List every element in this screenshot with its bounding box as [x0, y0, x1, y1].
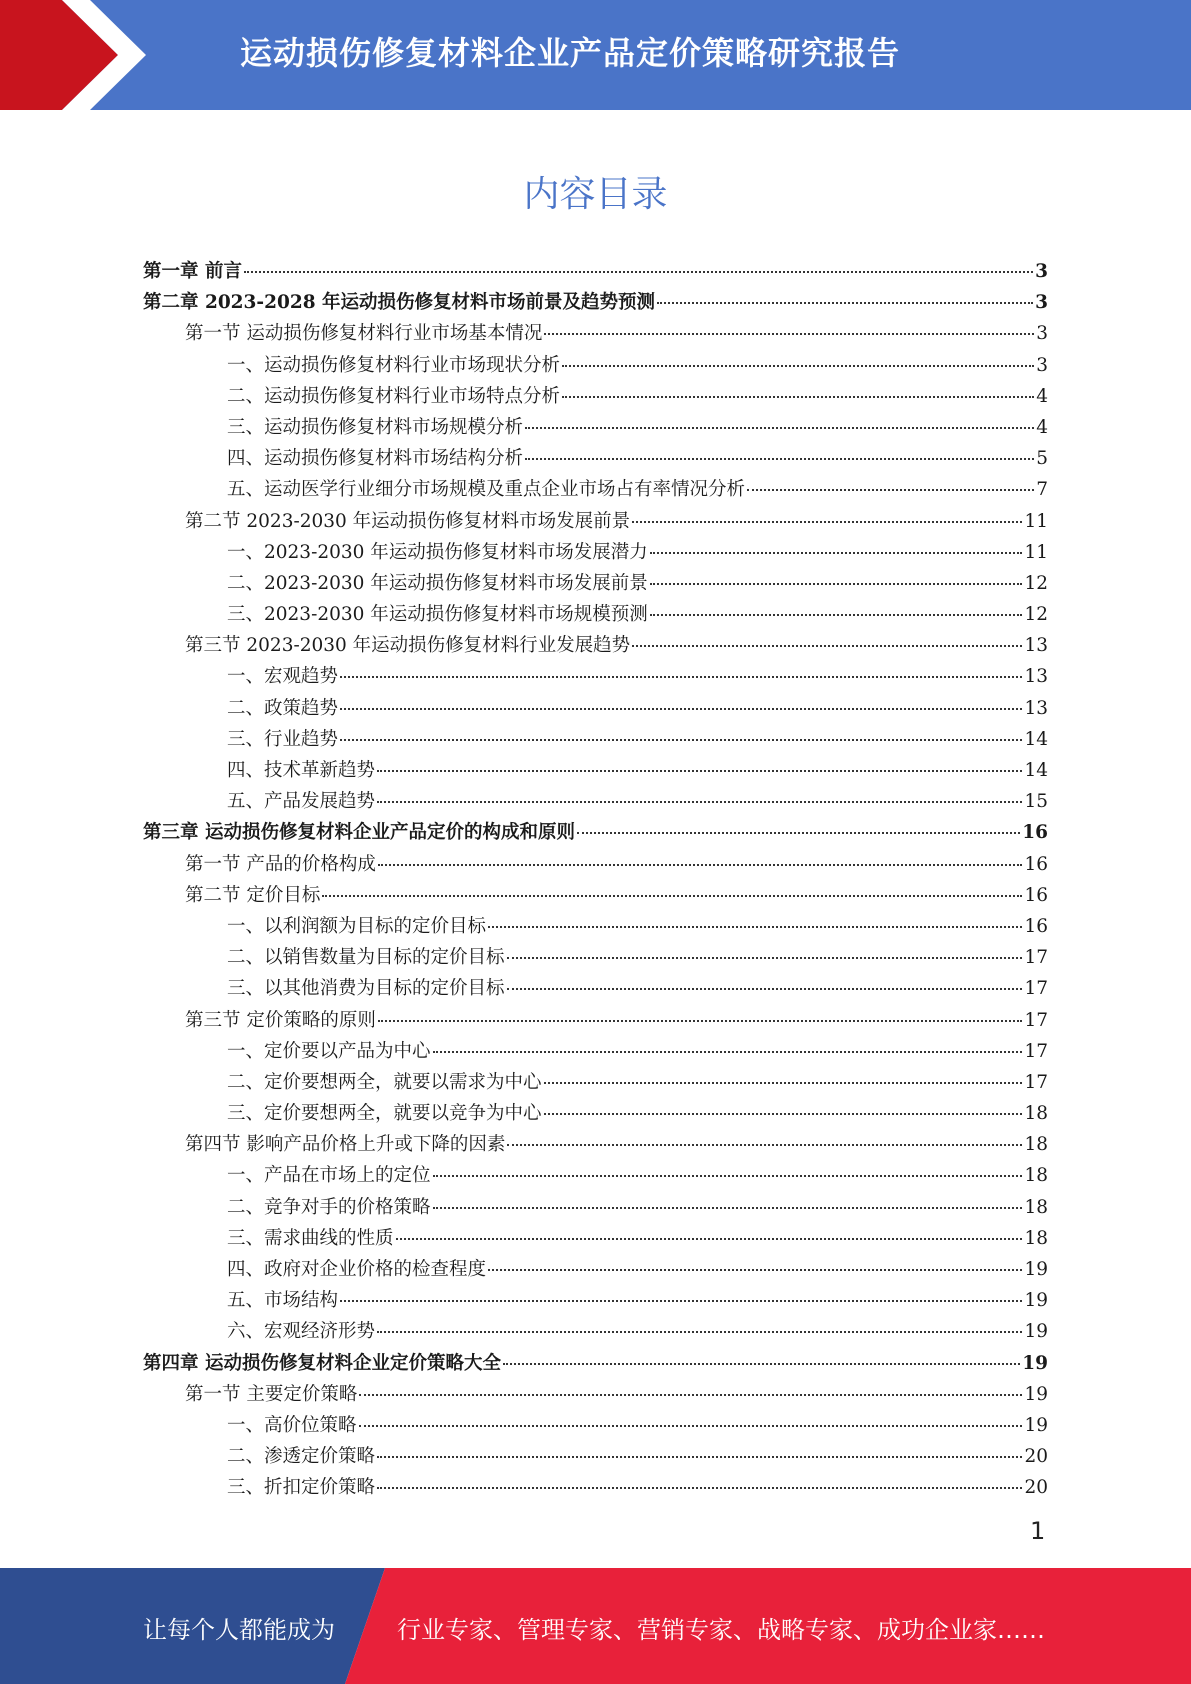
dot-leader [322, 895, 1022, 897]
toc-entry-title: 三、运动损伤修复材料市场规模分析 [227, 416, 524, 438]
toc-heading: 内容目录 [523, 174, 668, 215]
toc-entry-title: 第一节 主要定价策略 [185, 1383, 358, 1405]
toc-entry-title: 第三节 定价策略的原则 [185, 1009, 376, 1031]
toc-entry-page: 11 [1024, 510, 1048, 532]
dot-leader [377, 1456, 1022, 1458]
dot-leader [525, 427, 1034, 429]
toc-entry-page: 12 [1024, 572, 1048, 594]
toc-entry[interactable] [143, 630, 1048, 661]
dot-leader [340, 676, 1022, 678]
dot-leader [657, 302, 1033, 304]
dot-leader [488, 1269, 1022, 1271]
toc-entry-page: 13 [1024, 666, 1048, 688]
dot-leader [378, 1020, 1023, 1022]
toc-entry-page: 19 [1024, 1414, 1048, 1436]
toc-entry-title: 三、需求曲线的性质 [227, 1227, 394, 1249]
dot-leader [433, 1207, 1023, 1209]
toc-entry[interactable] [143, 1441, 1048, 1472]
toc-entry-title: 第二章 2023-2028 年运动损伤修复材料市场前景及趋势预测 [143, 292, 656, 314]
toc-entry-title: 一、以利润额为目标的定价目标 [227, 915, 487, 937]
toc-entry-page: 19 [1024, 1259, 1048, 1280]
toc-entry-page: 17 [1024, 978, 1048, 1000]
page-footer [0, 1568, 1191, 1684]
toc-entry-page: 3 [1035, 292, 1048, 314]
dot-leader [488, 926, 1022, 928]
dot-leader [632, 645, 1022, 647]
toc-entry[interactable] [143, 693, 1048, 724]
toc-entry-page: 17 [1024, 947, 1048, 969]
toc-entry-page: 3 [1036, 354, 1048, 376]
toc-entry-page: 11 [1024, 541, 1048, 563]
dot-leader [747, 489, 1034, 491]
toc-entry[interactable] [143, 817, 1048, 848]
toc-entry[interactable] [143, 318, 1048, 349]
toc-entry-title: 二、竞争对手的价格策略 [227, 1196, 431, 1218]
dot-leader [377, 801, 1022, 803]
toc-entry[interactable] [143, 1098, 1048, 1129]
toc-entry-page: 12 [1024, 604, 1048, 626]
toc-entry-page: 18 [1024, 1134, 1048, 1156]
toc-entry-title: 一、宏观趋势 [227, 666, 339, 688]
toc-entry-title: 二、渗透定价策略 [227, 1446, 376, 1468]
toc-entry[interactable] [143, 443, 1048, 474]
toc-entry-title: 第四节 影响产品价格上升或下降的因素 [185, 1134, 506, 1156]
toc-entry-page: 3 [1035, 261, 1048, 282]
toc-entry-page: 17 [1024, 1040, 1048, 1062]
dot-leader [244, 271, 1033, 273]
toc-entry[interactable] [143, 1285, 1048, 1316]
report-title: 运动损伤修复材料企业产品定价策略研究报告 [240, 34, 901, 72]
dot-leader [378, 864, 1023, 866]
toc-entry[interactable] [143, 911, 1048, 942]
toc-entry-title: 第三节 2023-2030 年运动损伤修复材料行业发展趋势 [185, 635, 631, 657]
page-header [0, 0, 1191, 110]
dot-leader [396, 1238, 1023, 1240]
toc-entry-page: 18 [1024, 1165, 1048, 1187]
dot-leader [340, 708, 1022, 710]
dot-leader [650, 583, 1023, 585]
dot-leader [544, 1082, 1023, 1084]
toc-entry[interactable] [143, 1254, 1048, 1285]
toc-entry-page: 3 [1036, 323, 1048, 345]
toc-entry[interactable] [143, 474, 1048, 505]
toc-entry[interactable] [143, 350, 1048, 381]
toc-entry[interactable] [143, 1316, 1048, 1347]
toc-entry-title: 六、宏观经济形势 [227, 1321, 376, 1343]
toc-entry-title: 第一节 运动损伤修复材料行业市场基本情况 [185, 323, 543, 345]
toc-entry[interactable] [143, 506, 1048, 537]
toc-entry[interactable] [143, 849, 1048, 880]
toc-entry-title: 一、高价位策略 [227, 1414, 357, 1436]
toc-entry[interactable] [143, 1129, 1048, 1160]
toc-entry-page: 16 [1024, 853, 1048, 875]
dot-leader [359, 1394, 1022, 1396]
toc-entry[interactable] [143, 755, 1048, 786]
toc-entry-page: 16 [1024, 915, 1048, 937]
footer-slogan-right: 行业专家、管理专家、营销专家、战略专家、成功企业家…… [397, 1616, 1045, 1644]
toc-entry[interactable] [143, 942, 1048, 973]
dot-leader [433, 1051, 1023, 1053]
toc-entry[interactable] [143, 256, 1048, 287]
toc-entry-page: 13 [1024, 635, 1048, 657]
dot-leader [433, 1175, 1023, 1177]
dot-leader [507, 1144, 1022, 1146]
toc-entry-title: 第一章 前言 [143, 261, 242, 282]
toc-entry-page: 19 [1024, 1383, 1048, 1405]
dot-leader [507, 988, 1023, 990]
toc-entry-title: 四、政府对企业价格的检查程度 [227, 1259, 487, 1280]
toc-entry-page: 20 [1024, 1477, 1048, 1499]
dot-leader [377, 770, 1022, 772]
toc-entry-title: 五、运动医学行业细分市场规模及重点企业市场占有率情况分析 [227, 479, 746, 501]
toc-entry-page: 13 [1024, 697, 1048, 719]
toc-entry-page: 5 [1036, 448, 1048, 470]
toc-entry-page: 4 [1036, 416, 1048, 438]
toc-entry[interactable] [143, 880, 1048, 911]
toc-entry-title: 第三章 运动损伤修复材料企业产品定价的构成和原则 [143, 822, 575, 844]
toc-entry-page: 18 [1024, 1196, 1048, 1218]
toc-entry[interactable] [143, 287, 1048, 318]
toc-entry-title: 第一节 产品的价格构成 [185, 853, 376, 875]
toc-entry[interactable] [143, 1223, 1048, 1254]
page-number: 1 [1030, 1517, 1046, 1545]
toc-entry[interactable] [143, 1067, 1048, 1098]
dot-leader [562, 396, 1034, 398]
dot-leader [503, 1363, 1020, 1365]
toc-entry[interactable] [143, 1379, 1048, 1410]
toc-entry[interactable] [143, 1036, 1048, 1067]
toc-entry-title: 一、定价要以产品为中心 [227, 1040, 431, 1062]
toc-entry[interactable] [143, 537, 1048, 568]
toc-entry[interactable] [143, 568, 1048, 599]
toc-entry-title: 三、以其他消费为目标的定价目标 [227, 978, 505, 1000]
toc-entry-title: 四、技术革新趋势 [227, 760, 376, 781]
toc-entry[interactable] [143, 1192, 1048, 1223]
toc-entry-page: 14 [1024, 760, 1048, 781]
toc-entry-title: 三、折扣定价策略 [227, 1477, 376, 1499]
toc-entry-title: 四、运动损伤修复材料市场结构分析 [227, 448, 524, 470]
toc-entry-title: 三、2023-2030 年运动损伤修复材料市场规模预测 [227, 604, 648, 626]
toc-entry-page: 18 [1024, 1103, 1048, 1125]
dot-leader [544, 333, 1034, 335]
dot-leader [650, 614, 1023, 616]
table-of-contents [143, 256, 1048, 1504]
toc-entry-title: 二、以销售数量为目标的定价目标 [227, 947, 505, 969]
dot-leader [507, 957, 1023, 959]
dot-leader [577, 832, 1020, 834]
toc-entry-page: 4 [1036, 385, 1048, 407]
toc-entry-page: 16 [1024, 884, 1048, 906]
toc-entry[interactable] [143, 599, 1048, 630]
toc-entry[interactable] [143, 1410, 1048, 1441]
toc-entry[interactable] [143, 1005, 1048, 1036]
toc-entry-page: 15 [1024, 791, 1048, 813]
toc-entry-title: 一、产品在市场上的定位 [227, 1165, 431, 1187]
toc-entry-title: 一、2023-2030 年运动损伤修复材料市场发展潜力 [227, 541, 648, 563]
toc-entry-page: 19 [1024, 1290, 1048, 1312]
toc-entry-title: 三、行业趋势 [227, 728, 339, 750]
toc-entry-title: 一、运动损伤修复材料行业市场现状分析 [227, 354, 561, 376]
toc-entry[interactable] [143, 412, 1048, 443]
toc-entry-page: 20 [1024, 1446, 1048, 1468]
dot-leader [340, 1300, 1022, 1302]
toc-entry[interactable] [143, 381, 1048, 412]
toc-entry-title: 第四章 运动损伤修复材料企业定价策略大全 [143, 1352, 501, 1374]
toc-entry-page: 19 [1022, 1352, 1048, 1374]
toc-entry-title: 第二节 定价目标 [185, 884, 321, 906]
toc-entry-page: 7 [1036, 479, 1048, 501]
toc-entry[interactable] [143, 973, 1048, 1004]
toc-entry[interactable] [143, 786, 1048, 817]
toc-entry[interactable] [143, 661, 1048, 692]
footer-slogan-left: 让每个人都能成为 [143, 1616, 335, 1644]
toc-entry-page: 19 [1024, 1321, 1048, 1343]
toc-entry-title: 三、定价要想两全，就要以竞争为中心 [227, 1103, 542, 1125]
toc-entry-page: 17 [1024, 1071, 1048, 1093]
toc-entry[interactable] [143, 1160, 1048, 1191]
toc-entry-page: 14 [1024, 728, 1048, 750]
toc-entry-title: 二、政策趋势 [227, 697, 339, 719]
toc-entry-title: 五、市场结构 [227, 1290, 339, 1312]
toc-entry-page: 18 [1024, 1227, 1048, 1249]
dot-leader [544, 1113, 1023, 1115]
toc-entry[interactable] [143, 1348, 1048, 1379]
toc-entry-title: 二、2023-2030 年运动损伤修复材料市场发展前景 [227, 572, 648, 594]
toc-entry[interactable] [143, 1472, 1048, 1503]
dot-leader [632, 521, 1022, 523]
dot-leader [340, 739, 1022, 741]
dot-leader [650, 552, 1023, 554]
toc-entry-title: 五、产品发展趋势 [227, 791, 376, 813]
toc-entry-title: 第二节 2023-2030 年运动损伤修复材料市场发展前景 [185, 510, 631, 532]
dot-leader [377, 1331, 1022, 1333]
toc-entry-title: 二、运动损伤修复材料行业市场特点分析 [227, 385, 561, 407]
toc-entry-page: 16 [1022, 822, 1048, 844]
toc-entry[interactable] [143, 724, 1048, 755]
dot-leader [359, 1425, 1023, 1427]
dot-leader [377, 1487, 1022, 1489]
dot-leader [562, 365, 1034, 367]
dot-leader [525, 458, 1034, 460]
toc-entry-page: 17 [1024, 1009, 1048, 1031]
toc-entry-title: 二、定价要想两全，就要以需求为中心 [227, 1071, 542, 1093]
